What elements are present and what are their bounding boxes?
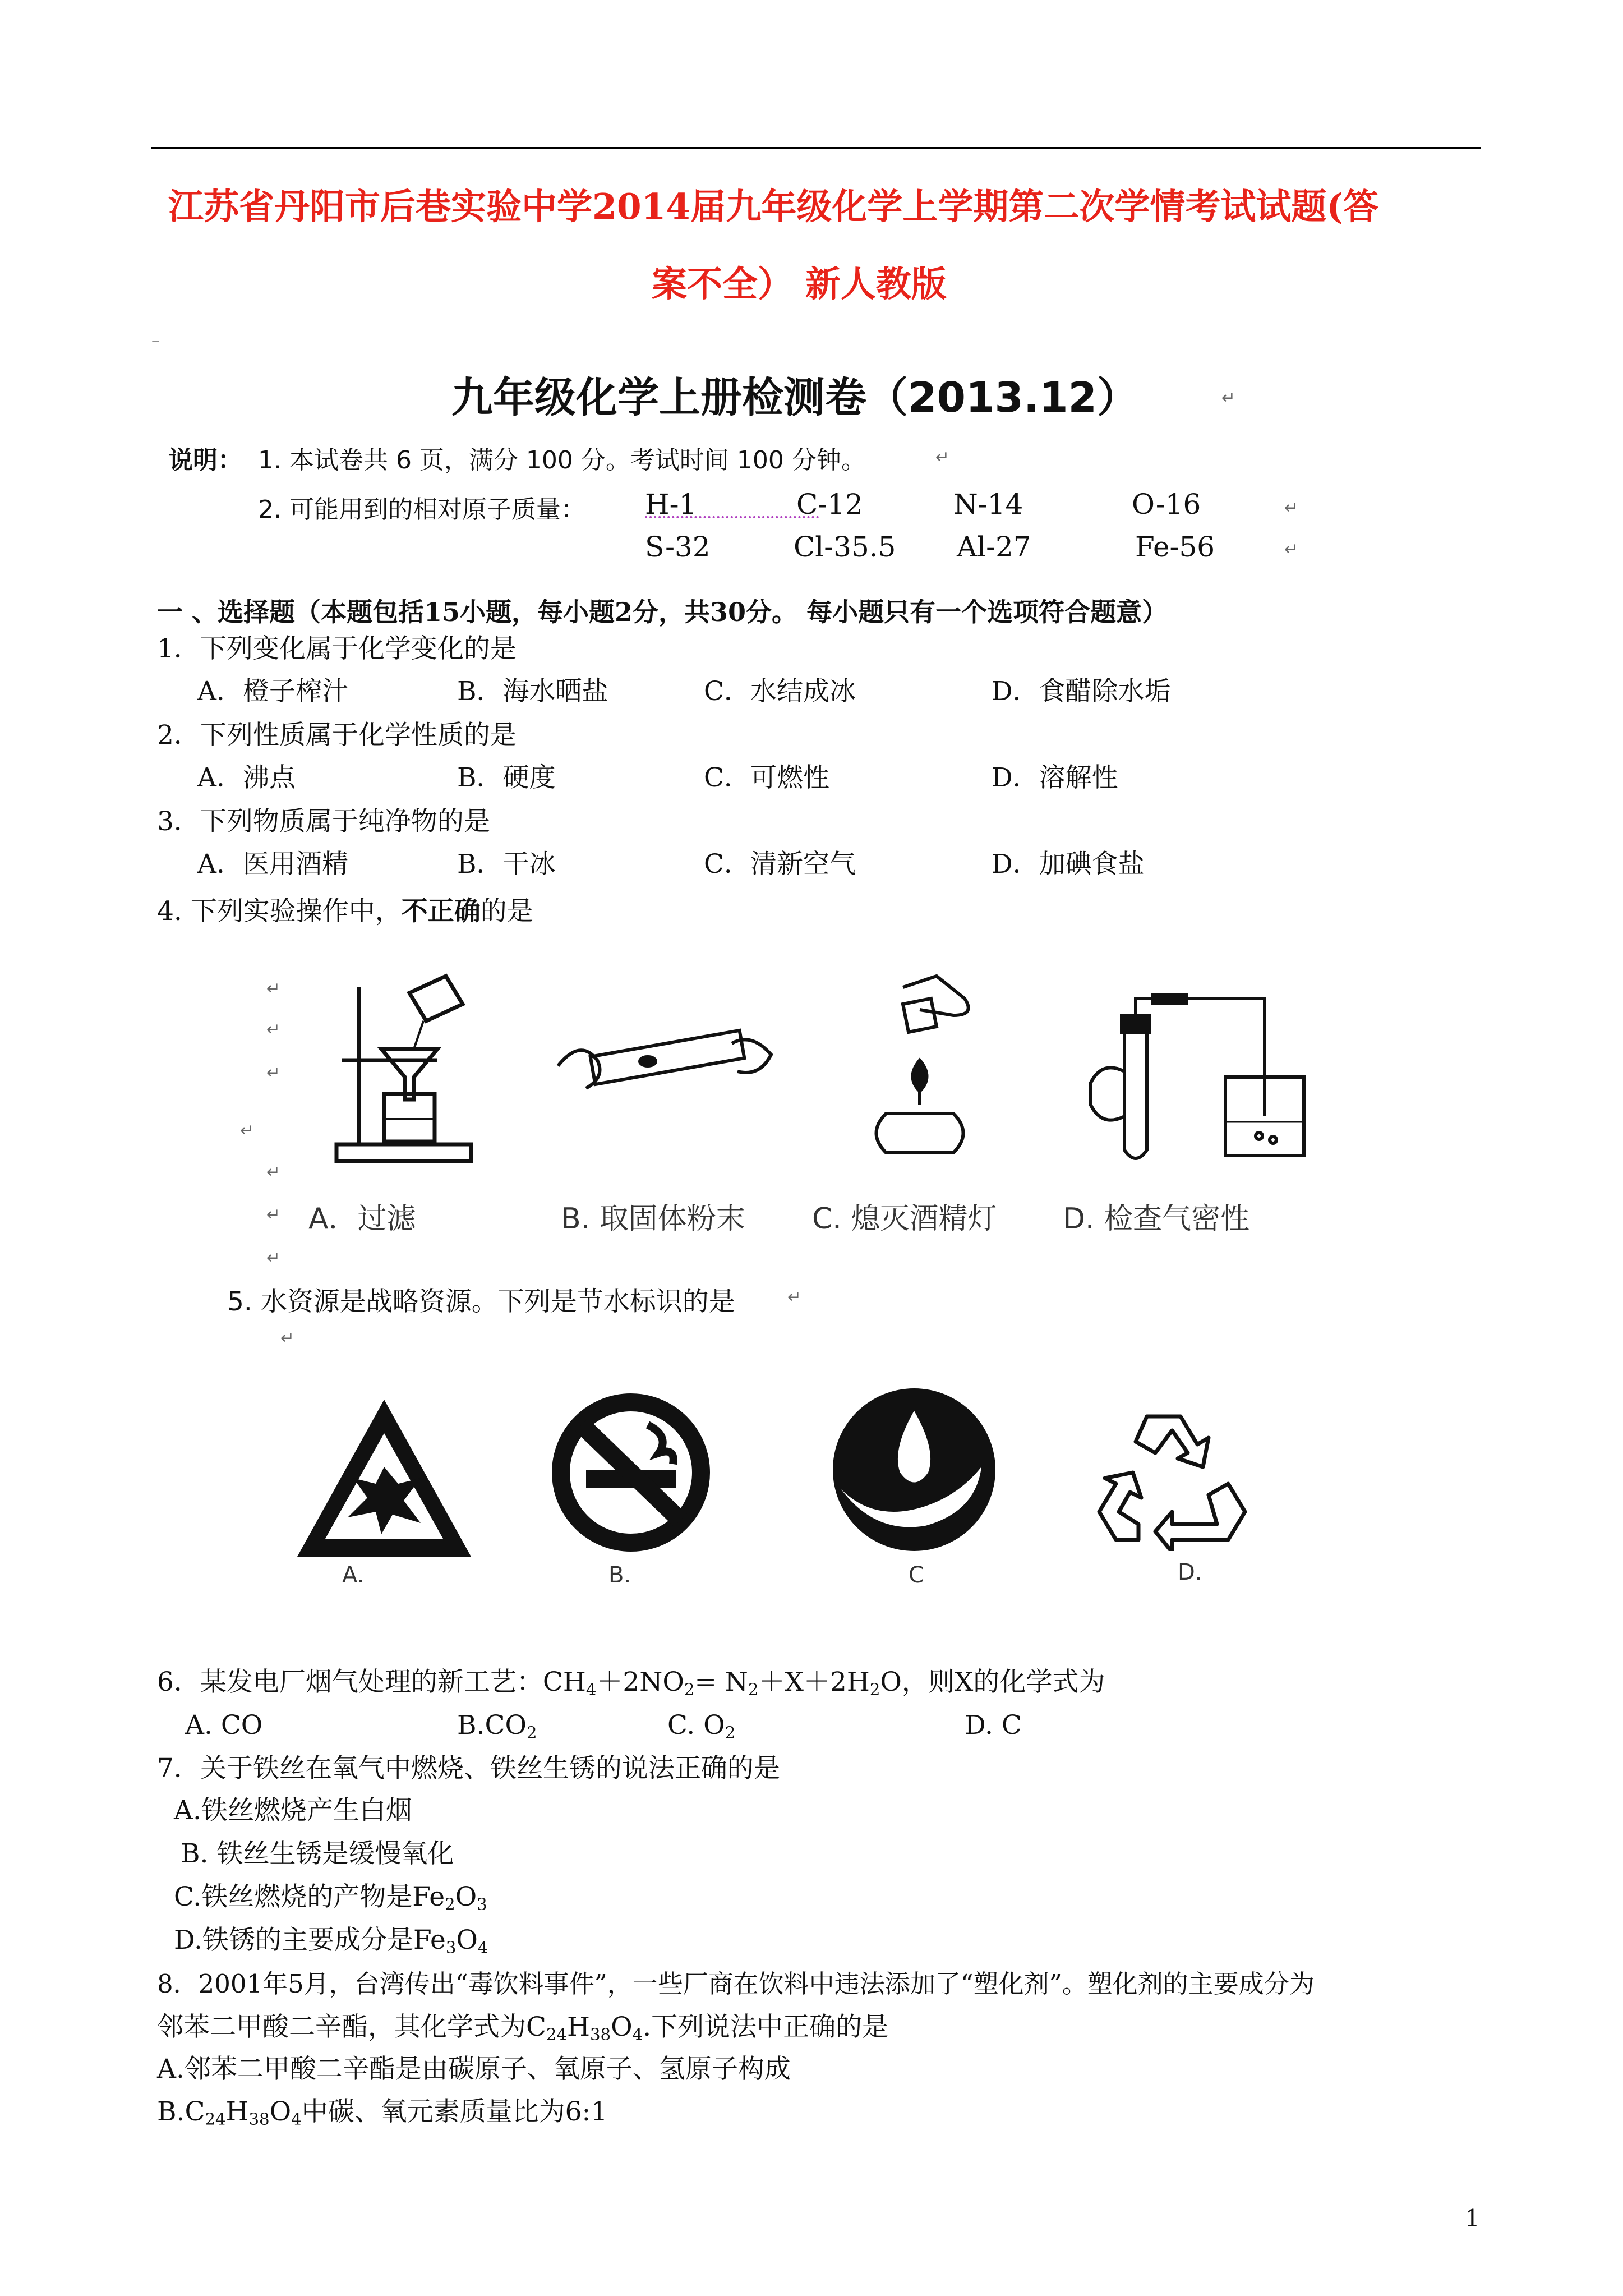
page-number: 1 bbox=[1465, 2205, 1480, 2232]
q4-stem-pre: 4. 下列实验操作中， bbox=[157, 896, 402, 927]
q6-option-b-text: B.CO bbox=[457, 1710, 527, 1741]
mass-cl: Cl-35.5 bbox=[794, 531, 896, 563]
return-mark: ↵ bbox=[1284, 540, 1299, 559]
airtightness-check-figure bbox=[1080, 993, 1315, 1184]
q5-label-a: A. bbox=[342, 1562, 365, 1588]
q8-option-a: A.邻苯二甲酸二辛酯是由碳原子、氧原子、氢原子构成 bbox=[157, 2054, 791, 2085]
water-saving-icon bbox=[830, 1383, 998, 1557]
q6-option-c-sub: 2 bbox=[725, 1723, 736, 1742]
note-1: 1. 本试卷共 6 页，满分 100 分。考试时间 100 分钟。 bbox=[258, 446, 866, 475]
q6-sub-c: 2 bbox=[748, 1680, 759, 1699]
q8-option-b-post: 中碳、氧元素质量比为6:1 bbox=[301, 2096, 608, 2127]
q4-stem-post: 的是 bbox=[480, 896, 533, 927]
q7-option-c-pre: C.铁丝燃烧的产物是Fe bbox=[174, 1881, 445, 1912]
q7-option-a: A.铁丝燃烧产生白烟 bbox=[174, 1795, 412, 1826]
q7-option-c bbox=[174, 1881, 487, 1914]
q8-option-b-o: O bbox=[269, 2096, 292, 2127]
q4-label-c: C. 熄灭酒精灯 bbox=[812, 1202, 997, 1236]
q7-option-b: B. 铁丝生锈是缓慢氧化 bbox=[181, 1838, 454, 1869]
q1-stem: 1．下列变化属于化学变化的是 bbox=[157, 633, 517, 664]
q4-stem-bold: 不正确 bbox=[401, 896, 481, 927]
q7-stem: 7．关于铁丝在氧气中燃烧、铁丝生锈的说法正确的是 bbox=[157, 1753, 780, 1784]
q6-stem bbox=[157, 1669, 1105, 1697]
return-mark: ↵ bbox=[266, 1063, 281, 1083]
q3-option-b: B．干冰 bbox=[457, 849, 556, 880]
mass-h: H-1 bbox=[645, 488, 697, 521]
q8-line1: 8．2001年5月，台湾传出“毒饮料事件”，一些厂商在饮料中违法添加了“塑化剂”。塑化剂的主要成分为 bbox=[157, 1969, 1315, 1999]
mass-c: C-12 bbox=[796, 488, 863, 521]
q2-stem: 2．下列性质属于化学性质的是 bbox=[157, 720, 517, 751]
q7-option-c-mid: O bbox=[455, 1881, 477, 1912]
q1-option-d: D．食醋除水垢 bbox=[992, 676, 1171, 707]
doc-title-line1: 江苏省丹阳市后巷实验中学2014届九年级化学上学期第二次学情考试试题(答 bbox=[168, 186, 1379, 227]
q6-stem-a: 6．某发电厂烟气处理的新工艺：CH bbox=[157, 1667, 586, 1697]
q8-h: H bbox=[567, 2012, 591, 2042]
return-mark: ↵ bbox=[266, 979, 281, 999]
q2-option-c: C．可燃性 bbox=[704, 762, 829, 793]
filtration-apparatus-figure bbox=[325, 965, 494, 1178]
q7-option-c-sub2: 3 bbox=[477, 1894, 487, 1914]
q7-option-d-sub1: 3 bbox=[445, 1938, 457, 1957]
no-smoking-icon bbox=[547, 1386, 715, 1559]
q8-sub-24: 24 bbox=[546, 2024, 568, 2044]
return-mark: ↵ bbox=[935, 448, 950, 467]
mass-underline bbox=[645, 516, 819, 518]
q8-option-b-pre: B.C bbox=[157, 2096, 205, 2127]
q5-label-d: D. bbox=[1178, 1559, 1202, 1585]
note-2: 2. 可能用到的相对原子质量： bbox=[258, 495, 585, 524]
q7-option-c-sub1: 2 bbox=[445, 1894, 455, 1914]
q8-sub-4: 4 bbox=[632, 2024, 643, 2044]
q6-stem-b: ＋2NO bbox=[596, 1667, 684, 1697]
return-mark: ↵ bbox=[240, 1121, 255, 1140]
doc-title-line2: 案不全） 新人教版 bbox=[652, 263, 947, 305]
return-mark: ↵ bbox=[266, 1020, 281, 1039]
q6-stem-e: O，则X的化学式为 bbox=[880, 1667, 1105, 1697]
q8-option-b-sub4: 4 bbox=[291, 2109, 302, 2129]
explosive-warning-icon bbox=[292, 1394, 477, 1562]
q6-stem-c: = N bbox=[694, 1667, 748, 1697]
return-mark: ↵ bbox=[266, 1162, 281, 1182]
q8-option-b-sub24: 24 bbox=[205, 2109, 226, 2129]
q8-line2-post: .下列说法中正确的是 bbox=[643, 2012, 889, 2042]
q2-option-d: D．溶解性 bbox=[992, 762, 1118, 793]
q7-option-d bbox=[174, 1927, 488, 1955]
q7-option-d-mid: O bbox=[456, 1925, 478, 1955]
note-label: 说明： bbox=[168, 446, 242, 475]
q8-option-b-sub38: 38 bbox=[248, 2109, 270, 2129]
q7-option-d-pre: D.铁锈的主要成分是Fe bbox=[174, 1925, 446, 1955]
q4-label-a: A．过滤 bbox=[308, 1202, 416, 1236]
q7-option-d-sub2: 4 bbox=[477, 1938, 488, 1957]
mass-fe: Fe-56 bbox=[1135, 531, 1215, 563]
top-rule bbox=[151, 147, 1481, 149]
q6-sub-a: 4 bbox=[585, 1680, 597, 1699]
q2-option-a: A．沸点 bbox=[197, 762, 296, 793]
mass-al: Al-27 bbox=[957, 531, 1031, 563]
q6-option-b bbox=[457, 1712, 537, 1741]
return-mark: ↵ bbox=[280, 1328, 295, 1348]
q6-option-d: D. C bbox=[965, 1710, 1022, 1741]
q6-option-c-text: C. O bbox=[667, 1710, 725, 1741]
q6-option-b-sub: 2 bbox=[526, 1723, 537, 1742]
q8-o: O bbox=[611, 2012, 633, 2042]
q4-label-b: B. 取固体粉末 bbox=[561, 1202, 745, 1236]
q1-option-c: C．水结成冰 bbox=[704, 676, 856, 707]
return-mark: ↵ bbox=[266, 1248, 281, 1268]
q8-line2 bbox=[157, 2014, 888, 2042]
alcohol-lamp-figure bbox=[852, 965, 987, 1167]
recycle-icon bbox=[1088, 1400, 1256, 1551]
q5-stem: 5. 水资源是战略资源。下列是节水标识的是 bbox=[227, 1286, 735, 1317]
mass-s: S-32 bbox=[645, 531, 711, 563]
exam-title: 九年级化学上册检测卷（2013.12） bbox=[451, 374, 1139, 422]
q6-sub-d: 2 bbox=[869, 1680, 880, 1699]
q3-option-c: C．清新空气 bbox=[704, 849, 856, 880]
return-mark: ↵ bbox=[1221, 388, 1236, 408]
q3-option-d: D．加碘食盐 bbox=[992, 849, 1145, 880]
q5-label-c: C bbox=[909, 1562, 924, 1588]
return-mark: ↵ bbox=[1284, 498, 1299, 518]
section-heading: 一 、选择题（本题包括15小题，每小题2分，共30分。 每小题只有一个选项符合题意） bbox=[157, 597, 1168, 627]
q3-option-a: A．医用酒精 bbox=[197, 849, 348, 880]
q4-stem bbox=[157, 896, 533, 927]
q8-option-b bbox=[157, 2096, 608, 2129]
q2-option-b: B．硬度 bbox=[457, 762, 556, 793]
q6-sub-b: 2 bbox=[684, 1680, 695, 1699]
mass-o: O-16 bbox=[1132, 488, 1201, 521]
q1-option-b: B．海水晒盐 bbox=[457, 676, 608, 707]
q8-option-b-h: H bbox=[225, 2096, 249, 2127]
q6-stem-d: ＋X＋2H bbox=[758, 1667, 870, 1697]
q8-line2-pre: 邻苯二甲酸二辛酯，其化学式为C bbox=[157, 2012, 546, 2042]
mass-n: N-14 bbox=[953, 488, 1023, 521]
q5-label-b: B. bbox=[608, 1562, 631, 1588]
return-mark: ↵ bbox=[787, 1287, 802, 1307]
q4-label-d: D. 检查气密性 bbox=[1063, 1202, 1250, 1236]
q3-stem: 3．下列物质属于纯净物的是 bbox=[157, 806, 490, 837]
return-mark: ↵ bbox=[266, 1205, 281, 1225]
q1-option-a: A．橙子榨汁 bbox=[197, 676, 348, 707]
q8-sub-38: 38 bbox=[590, 2024, 611, 2044]
dash-mark: – bbox=[151, 331, 160, 351]
q6-option-a: A. CO bbox=[185, 1710, 263, 1741]
powder-spatula-figure bbox=[552, 1010, 777, 1111]
q6-option-c bbox=[667, 1712, 735, 1741]
